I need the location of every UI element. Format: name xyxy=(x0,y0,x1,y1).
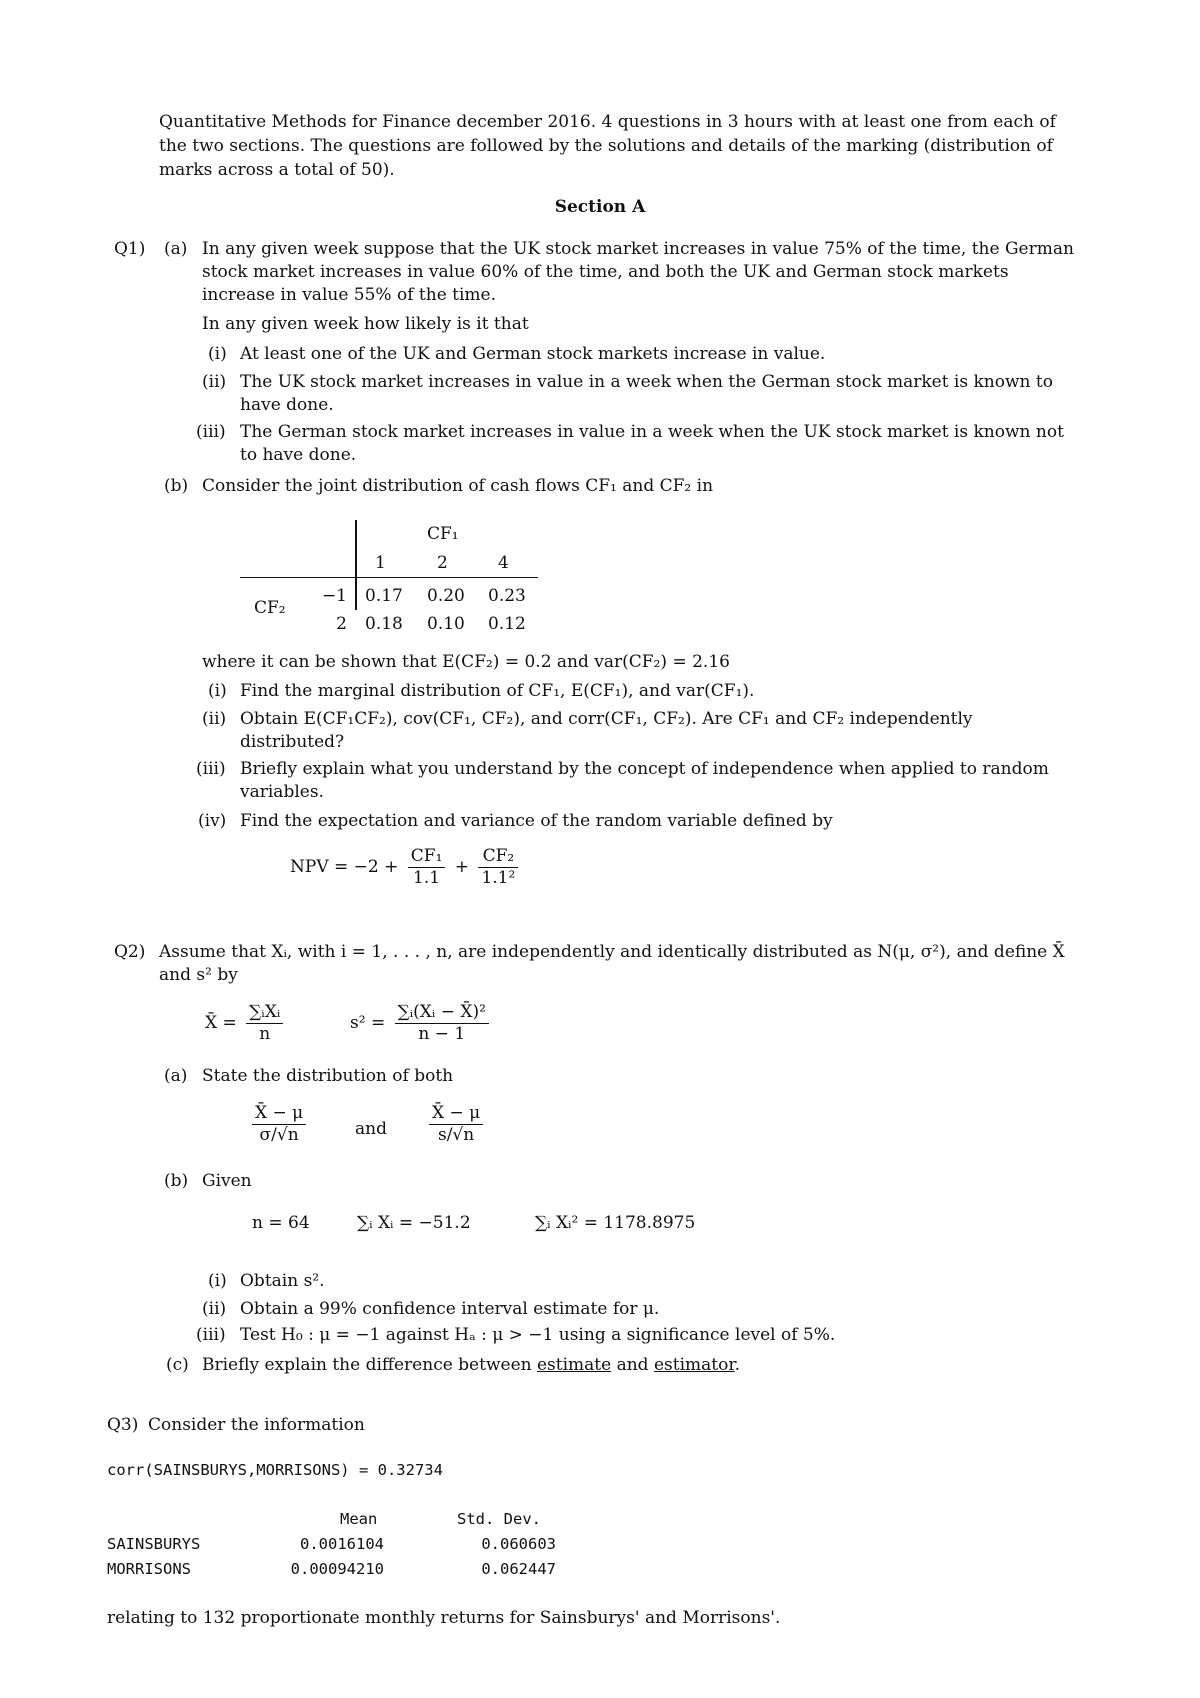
table-cell: 0.20 xyxy=(427,586,465,606)
q1-b-i-text: Find the marginal distribution of CF₁, E(CF₁), and var(CF₁). xyxy=(240,681,755,701)
q2-a-text: State the distribution of both xyxy=(202,1066,454,1086)
returns-row-name: MORRISONS xyxy=(107,1560,191,1578)
returns-row-mean: 0.00094210 xyxy=(290,1560,384,1578)
q1-a-iii-label: (iii) xyxy=(196,422,226,442)
z2-formula xyxy=(425,1103,487,1146)
table-row-header: CF₂ xyxy=(254,598,286,618)
q2-c-estimate: estimate xyxy=(536,1355,612,1375)
q1-b-text: Consider the joint distribution of cash flows CF₁ and CF₂ in xyxy=(202,476,714,496)
s2-den: n − 1 xyxy=(418,1024,466,1044)
q2-b-i-text: Obtain s². xyxy=(240,1271,325,1291)
table-col-header: CF₁ xyxy=(427,524,459,544)
xbar-den: n xyxy=(259,1024,271,1044)
table-cell: 0.12 xyxy=(488,614,526,634)
table-cell: 0.10 xyxy=(427,614,465,634)
q1-b-iv-text: Find the expectation and variance of the random variable defined by xyxy=(240,811,833,831)
npv-plus: + xyxy=(454,857,470,877)
q2-b-iii-label: (iii) xyxy=(196,1325,226,1345)
s2-num: ∑ᵢ(Xᵢ − X̄)² xyxy=(395,1002,489,1024)
xbar-lhs: X̄ = xyxy=(205,1013,237,1033)
z2-frac xyxy=(429,1103,483,1146)
q1-b-ii-label: (ii) xyxy=(202,709,227,729)
q3-footer: relating to 132 proportionate monthly returns for Sainsburys' and Morrisons'. xyxy=(107,1608,781,1628)
q2-c-label: (c) xyxy=(166,1355,189,1375)
q2-c-estimator: estimator xyxy=(653,1355,735,1375)
q2-b-iii-text: Test H₀ : μ = −1 against Hₐ : μ > −1 using a significance level of 5%. xyxy=(240,1325,836,1345)
q3-corr: corr(SAINSBURYS,MORRISONS) = 0.32734 xyxy=(107,1461,443,1479)
q2-b-i-label: (i) xyxy=(208,1271,227,1291)
returns-header-sd: Std. Dev. xyxy=(457,1510,541,1528)
q1-a-lead: In any given week how likely is it that xyxy=(202,314,529,334)
q1-a-i-label: (i) xyxy=(208,344,227,364)
q1-a-iii-text: The German stock market increases in value in a week when the UK stock market is known not to have done. xyxy=(240,422,1064,465)
table-row-2-label: 2 xyxy=(336,614,347,634)
s2-frac xyxy=(395,1002,489,1045)
q2-b-text: Given xyxy=(202,1171,252,1191)
returns-row-sd: 0.062447 xyxy=(481,1560,556,1578)
table-horizontal-rule xyxy=(240,577,538,578)
q1-b-i-label: (i) xyxy=(208,681,227,701)
table-col-1: 1 xyxy=(375,553,386,573)
xbar-num: ∑ᵢXᵢ xyxy=(246,1002,283,1024)
given-sumsq: ∑ᵢ Xᵢ² = 1178.8975 xyxy=(535,1213,696,1233)
npv-frac-1 xyxy=(408,846,446,889)
q2-c-text xyxy=(202,1354,1082,1377)
z1-num: X̄ − μ xyxy=(252,1103,306,1125)
npv-frac-2-den: 1.1² xyxy=(481,868,516,888)
q1-b-iii-text: Briefly explain what you understand by the concept of independence when applied to random variables. xyxy=(240,759,1049,802)
returns-header-mean: Mean xyxy=(340,1510,378,1528)
cashflow-table xyxy=(240,520,540,634)
q3-text: Consider the information xyxy=(148,1415,365,1435)
q2-text: Assume that Xᵢ, with i = 1, . . . , n, are independently and identically distributed as N(μ, σ²), and define X̄ and s² by xyxy=(159,942,1065,985)
q3-label: Q3) xyxy=(107,1415,139,1435)
table-col-3: 4 xyxy=(498,553,509,573)
table-vertical-rule xyxy=(355,520,357,610)
xbar-frac xyxy=(246,1002,283,1045)
returns-row-mean: 0.0016104 xyxy=(300,1535,384,1553)
q1-b-iv-label: (iv) xyxy=(198,811,227,831)
npv-frac-1-num: CF₁ xyxy=(408,846,446,868)
q2-label: Q2) xyxy=(114,942,146,962)
npv-frac-1-den: 1.1 xyxy=(413,868,441,888)
q2-b-ii-text: Obtain a 99% confidence interval estimate for μ. xyxy=(240,1299,660,1319)
q1-a-label: (a) xyxy=(164,239,188,259)
z2-num: X̄ − μ xyxy=(429,1103,483,1125)
z1-formula xyxy=(248,1103,310,1146)
z1-den: σ/√n xyxy=(259,1125,299,1145)
npv-lhs: NPV = −2 + xyxy=(290,857,399,877)
intro-paragraph: Quantitative Methods for Finance december 2016. 4 questions in 3 hours with at least one from each of the two sections. The questions are followed by the solutions and details of the marking (distribution of marks across a total of 50). xyxy=(159,112,1056,180)
xbar-formula xyxy=(205,1002,287,1045)
q2-c-mid: and xyxy=(611,1355,654,1375)
table-cell: 0.23 xyxy=(488,586,526,606)
q1-b-ii-text: Obtain E(CF₁CF₂), cov(CF₁, CF₂), and corr(CF₁, CF₂). Are CF₁ and CF₂ independently distributed? xyxy=(240,709,973,752)
table-col-2: 2 xyxy=(437,553,448,573)
z2-den: s/√n xyxy=(437,1125,475,1145)
z1-frac xyxy=(252,1103,306,1146)
q2-b-label: (b) xyxy=(164,1171,189,1191)
given-sum: ∑ᵢ Xᵢ = −51.2 xyxy=(357,1213,471,1233)
q1-a-ii-text: The UK stock market increases in value in a week when the German stock market is known to have done. xyxy=(240,372,1053,415)
s2-formula xyxy=(350,1002,493,1045)
section-a-title: Section A xyxy=(554,197,646,217)
given-n: n = 64 xyxy=(252,1213,310,1233)
returns-row-name: SAINSBURYS xyxy=(107,1535,201,1553)
q1-label: Q1) xyxy=(114,239,146,259)
table-cell: 0.17 xyxy=(365,586,403,606)
npv-formula xyxy=(290,846,522,889)
q1-b-label: (b) xyxy=(164,476,189,496)
q1-b-after: where it can be shown that E(CF₂) = 0.2 and var(CF₂) = 2.16 xyxy=(202,652,730,672)
table-cell: 0.18 xyxy=(365,614,403,634)
npv-frac-2-num: CF₂ xyxy=(478,846,518,868)
q2-c-pre: Briefly explain the difference between xyxy=(202,1355,537,1375)
npv-frac-2 xyxy=(478,846,518,889)
q1-b-iii-label: (iii) xyxy=(196,759,226,779)
q2-a-label: (a) xyxy=(164,1066,188,1086)
returns-row-sd: 0.060603 xyxy=(481,1535,556,1553)
q2-b-ii-label: (ii) xyxy=(202,1299,227,1319)
q2-c-end: . xyxy=(734,1355,741,1375)
s2-lhs: s² = xyxy=(350,1013,386,1033)
and-word: and xyxy=(355,1119,387,1139)
q1-a-i-text: At least one of the UK and German stock markets increase in value. xyxy=(240,344,826,364)
q1-a-text: In any given week suppose that the UK stock market increases in value 75% of the time, the German stock market increases in value 60% of the time, and both the UK and German stock markets increase in value 55% of the time. xyxy=(202,239,1074,305)
table-row-1-label: −1 xyxy=(321,586,347,606)
q1-a-ii-label: (ii) xyxy=(202,372,227,392)
